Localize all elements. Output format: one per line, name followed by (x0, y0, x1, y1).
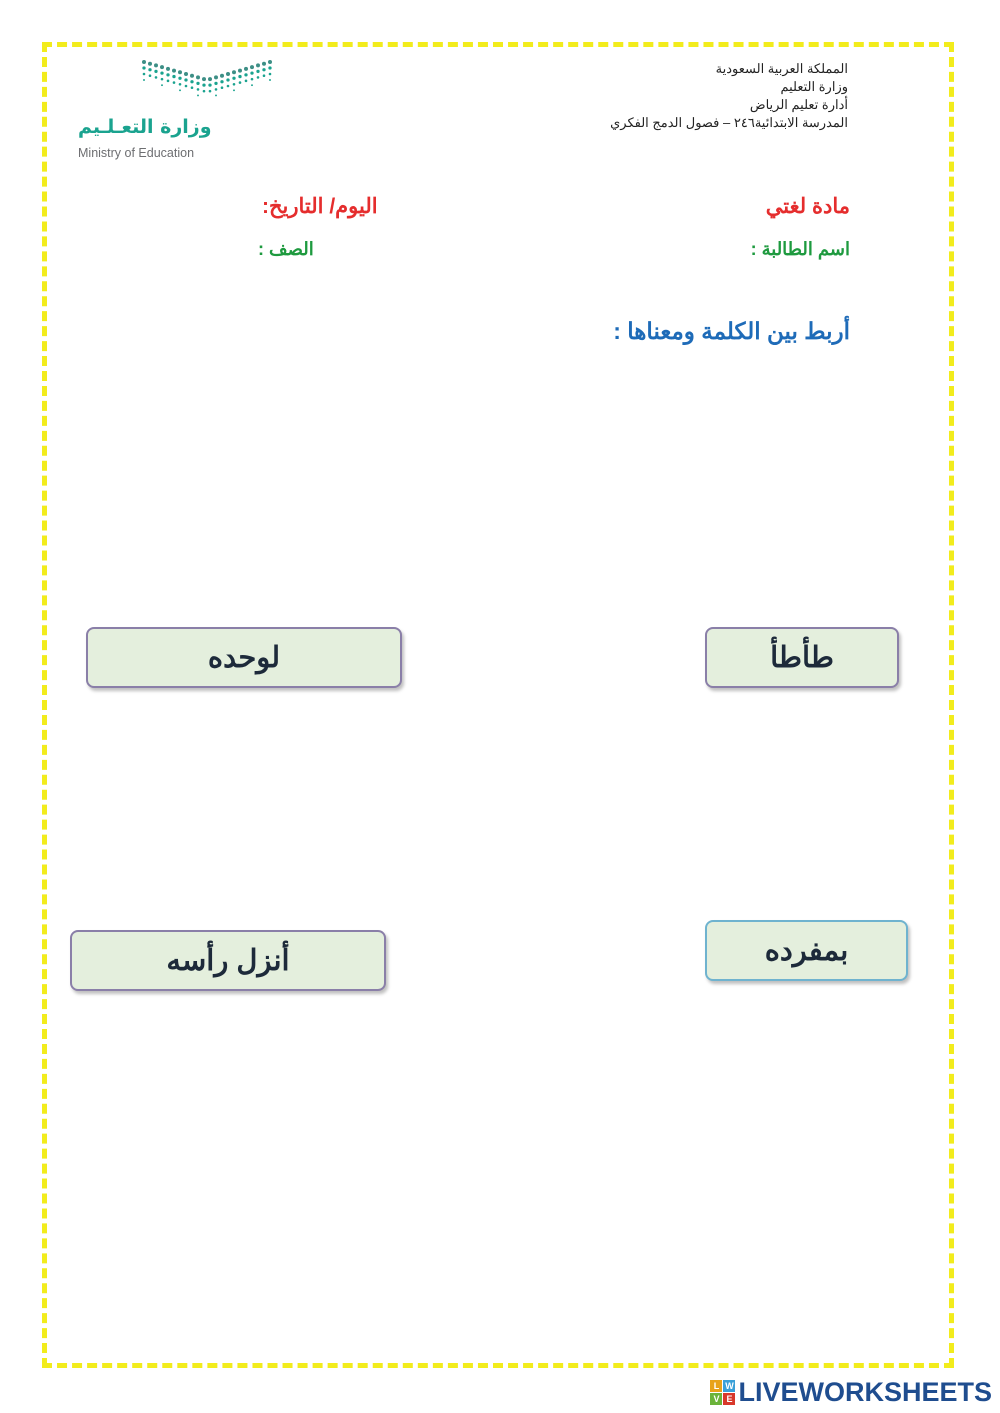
liveworksheets-badge-icon (710, 1380, 735, 1405)
school-header (488, 60, 848, 132)
liveworksheets-wordmark: LIVEWORKSHEETS (738, 1377, 992, 1407)
date-label: اليوم/ التاريخ: (262, 195, 378, 218)
word-card-1[interactable]: طأطأ (705, 627, 899, 688)
ministry-logo (76, 58, 286, 168)
badge-letter: L (710, 1380, 722, 1392)
badge-letter: W (725, 1381, 734, 1391)
subject-label: مادة لغتي (765, 195, 850, 218)
header-line-administration: أدارة تعليم الرياض (749, 97, 848, 112)
student-name-label: اسم الطالبة : (750, 239, 850, 259)
header-line-ministry: وزارة التعليم (780, 79, 848, 94)
logo-arabic-text: وزارة التعـلـيم (78, 116, 212, 138)
meaning-card-2[interactable]: أنزل رأسه (70, 930, 386, 991)
instruction-text: أربط بين الكلمة ومعناها : (613, 318, 850, 344)
logo-dots-icon (76, 58, 286, 110)
liveworksheets-brand (710, 1377, 992, 1408)
logo-english-text: Ministry of Education (78, 146, 195, 160)
class-label: الصف : (258, 239, 314, 259)
header-line-school: المدرسة الابتدائية٢٤٦ – فصول الدمج الفكري (610, 115, 848, 130)
badge-letter: E (723, 1393, 735, 1405)
header-line-country: المملكة العربية السعودية (715, 61, 848, 76)
meaning-card-1[interactable]: لوحده (86, 627, 402, 688)
badge-letter: V (710, 1393, 722, 1405)
word-card-2[interactable]: بمفرده (705, 920, 908, 981)
